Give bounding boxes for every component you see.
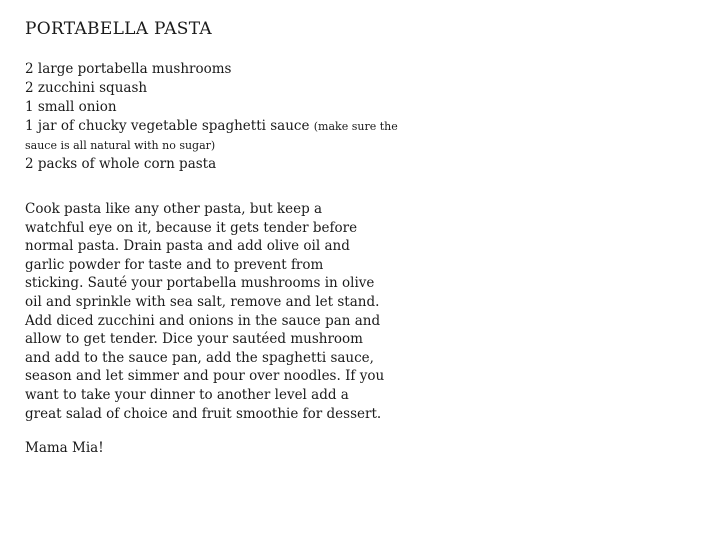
ingredient-item xyxy=(25,155,405,174)
recipe-title: PORTABELLA PASTA xyxy=(25,19,213,39)
ingredient-text: 1 small onion xyxy=(25,99,117,115)
recipe-page xyxy=(25,16,405,472)
ingredient-text: 2 packs of whole corn pasta xyxy=(25,156,217,172)
ingredient-text: 2 large portabella mushrooms xyxy=(25,61,232,77)
ingredient-note: (make sure the sauce is all natural with no sugar) xyxy=(25,120,398,152)
recipe-closing: Mama Mia! xyxy=(25,440,104,457)
ingredient-text: 2 zucchini squash xyxy=(25,80,148,96)
ingredient-item xyxy=(25,60,405,79)
ingredient-text: 1 jar of chucky vegetable spaghetti sauce xyxy=(25,118,314,134)
ingredient-list xyxy=(25,60,405,174)
ingredient-item xyxy=(25,117,405,155)
ingredient-item xyxy=(25,98,405,117)
recipe-instructions: Cook pasta like any other pasta, but keep a watchful eye on it, because it gets tender before normal pasta. Drain pasta and add olive oil and garlic powder for taste and to prevent from sticking. Sauté your portabella mushrooms in olive oil and sprinkle with sea salt, remove and let stand. Add diced zucchini and onions in the sauce pan and allow to get tender. Dice your sautéed mushroom and add to the sauce pan, add the spaghetti sauce, season and let simmer and pour over noodles. If you want to take your dinner to another level add a great salad of choice and fruit smoothie for dessert. xyxy=(25,201,385,422)
ingredient-item xyxy=(25,79,405,98)
